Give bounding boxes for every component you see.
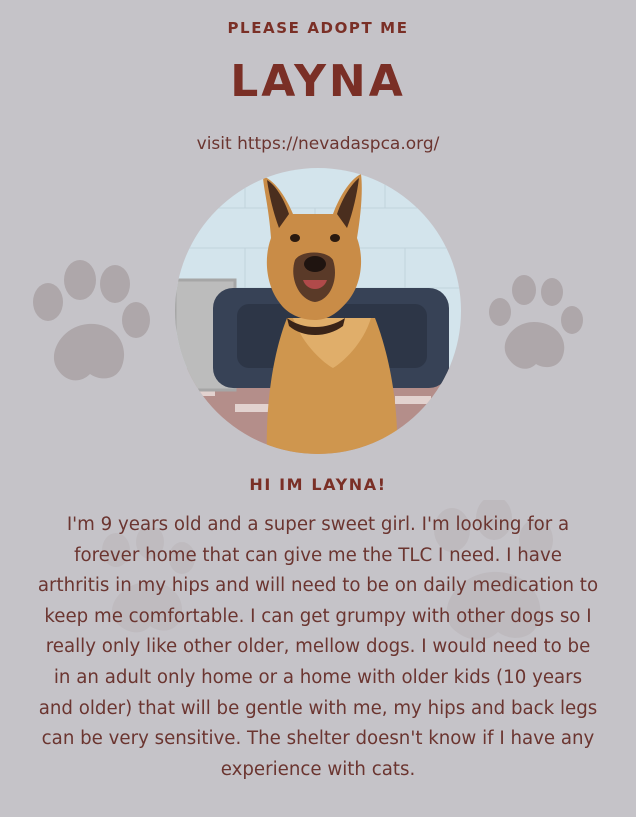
dog-photo: [175, 168, 461, 454]
paw-print-icon: [28, 258, 152, 390]
pet-name-title: LAYNA: [230, 56, 406, 107]
visit-website-line: visit https://nevadaspca.org/: [196, 134, 440, 154]
paw-print-icon: [486, 272, 586, 374]
eyebrow-text: PLEASE ADOPT ME: [227, 19, 409, 37]
pet-bio-paragraph: I'm 9 years old and a super sweet girl. I'm looking for a forever home that can give me the TLC I need. I have arthritis in my hips and will need to be on daily medication to keep me comfortable. I can get grumpy with other dogs so I really only like other older, mellow dogs. I would need to be in an adult only home or a home with older kids (10 years and older) that will be gentle with me, my hips and back legs can be very sensitive. The shelter doesn't know if I have any experience with cats.: [37, 514, 599, 780]
greeting-heading: HI IM LAYNA!: [249, 475, 387, 494]
